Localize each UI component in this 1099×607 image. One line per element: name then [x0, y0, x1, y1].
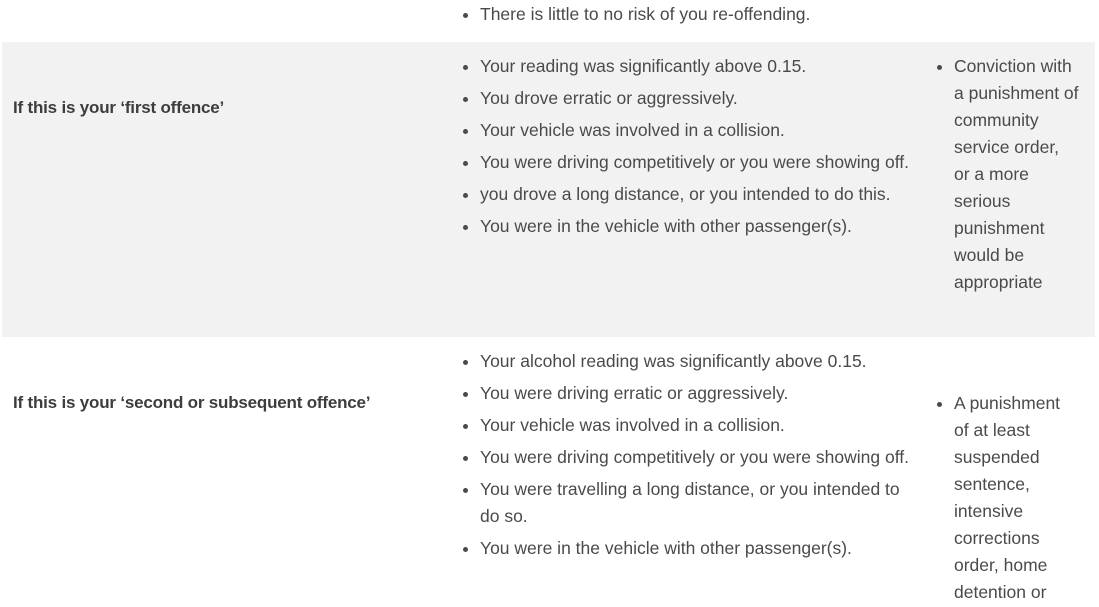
list-item: You were driving competitively or you were showing off. [460, 149, 910, 176]
list-item: You drove erratic or aggressively. [460, 85, 910, 112]
outcome-list [934, 53, 1079, 296]
list-item: Your vehicle was involved in a collision. [460, 117, 910, 144]
list-item: You were in the vehicle with other passenger(s). [460, 535, 910, 562]
list-item: Your vehicle was involved in a collision. [460, 412, 910, 439]
condition-label: If this is your ‘second or subsequent offence’ [13, 393, 371, 412]
list-item: You were driving competitively or you were showing off. [460, 444, 910, 471]
list-item: You were in the vehicle with other passenger(s). [460, 213, 910, 240]
list-item: Your alcohol reading was significantly above 0.15. [460, 348, 910, 375]
factor-list [460, 348, 910, 567]
table-row [2, 42, 1095, 337]
table-row [2, 0, 1095, 42]
list-item: you drove a long distance, or you intended to do this. [460, 181, 910, 208]
list-item: Your reading was significantly above 0.15. [460, 53, 910, 80]
list-item: You were travelling a long distance, or you intended to do so. [460, 476, 910, 530]
table-row [2, 337, 1095, 607]
list-item: Conviction with a punishment of community service order, or a more serious punishment would be appropriate [934, 53, 1079, 296]
list-item: There is little to no risk of you re-offending. [460, 1, 910, 28]
factor-list [460, 53, 910, 245]
list-item: A punishment of at least suspended sentence, intensive corrections order, home detention or [934, 390, 1079, 606]
condition-label: If this is your ‘first offence’ [13, 98, 225, 117]
factor-list [460, 1, 910, 33]
outcome-list [934, 390, 1079, 606]
list-item: You were driving erratic or aggressively. [460, 380, 910, 407]
